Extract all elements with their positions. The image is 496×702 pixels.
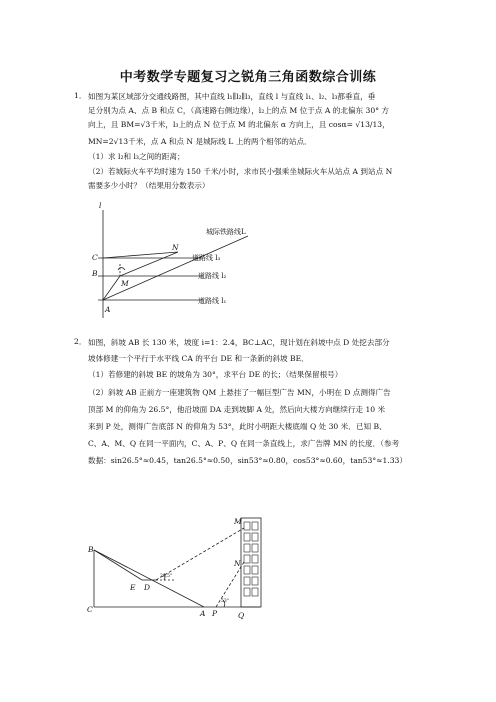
slope-AB (94, 550, 204, 607)
q2-part-2d: C、A、M、Q 在同一平面内，C、A、P、Q 在同一条直线上，求广告牌 MN 的长度．（参考 (88, 439, 400, 448)
q1-line-2: 足分别为点 A、点 B 和点 C，（高速路右侧边缘），l₂上的点 M 位于点 A 的北偏东 30° 方 (88, 106, 390, 115)
q2-line-2: 坡体修建一个平行于水平线 CA 的平台 DE 和一条新的斜坡 BE． (88, 354, 309, 363)
label-M: M (121, 279, 129, 288)
building-windows (244, 522, 258, 596)
label-Q: Q (238, 611, 245, 620)
segment-CN (103, 252, 178, 258)
q1-part-2b: 需要多少小时？（结果用分数表示） (88, 181, 210, 190)
new-slope-BE (94, 550, 142, 580)
label-D: D (144, 583, 151, 592)
q1-line-4: MN=2√13千米，点 A 和点 N 是城际线 L 上的两个相邻的站点． (88, 137, 312, 146)
q1-part-2a: （2）若城际火车平均时速为 150 千米/小时，求市民小强乘坐城际火车从站点 A 到站点 N (88, 167, 393, 176)
q2-part-2c: 来到 P 处，测得广告底部 N 的仰角为 53°，此时小明距大楼底端 Q 处 30 米．已知 B、 (88, 422, 387, 431)
label-road-l1: 道路线 l₁ (198, 297, 227, 305)
label-road-l2: 道路线 l₂ (198, 272, 227, 280)
angle-label-53: 53° (221, 599, 229, 604)
label-N: N (234, 559, 241, 568)
label-A: A (200, 609, 206, 618)
q2-part-1: （1）若修建的斜坡 BE 的坡角为 30°，求平台 DE 的长；（结果保留根号） (88, 370, 343, 379)
q2-part-2e: 数据：sin26.5°≈0.45，tan26.5°≈0.50，sin53°≈0.80，cos53°≈0.60，tan53°≈1.33） (88, 456, 407, 465)
label-C: C (92, 253, 98, 262)
label-A: A (105, 305, 111, 314)
q1-line-3: 向上，且 BM=√3千米，l₃上的点 N 位于点 M 的北偏东 α 方向上，且 cosα= √13/13， (88, 120, 390, 129)
label-M: M (234, 517, 242, 526)
q2-line-1: 如图，斜坡 AB 长 130 米，坡度 i=1：2.4，BC⊥AC，现计划在斜坡中点 D 处挖去部分 (88, 338, 390, 347)
label-N: N (172, 243, 179, 252)
label-l: l (99, 201, 102, 210)
label-B: B (92, 269, 98, 278)
figure-1-road-diagram (88, 196, 288, 324)
sightline-DM (156, 528, 244, 580)
q2-part-2b: 顶部 M 的仰角为 26.5°，他沿坡面 DA 走到坡脚 A 处，然后向大楼方向继续行走 10 米 (88, 405, 386, 414)
label-E: E (130, 583, 136, 592)
q1-part-1: （1）求 l₂和 l₃之间的距离； (88, 152, 185, 161)
page-title: 中考数学专题复习之锐角三角函数综合训练 (119, 70, 377, 85)
label-road-l3: 道路线 l₃ (192, 254, 221, 262)
label-intercity-L: 城际铁路线L (206, 228, 246, 236)
q1-number: 1． (74, 91, 87, 100)
q2-number: 2． (74, 337, 87, 346)
label-B: B (88, 545, 94, 554)
angle-mark-M (118, 268, 125, 271)
label-P: P (212, 609, 218, 618)
angle-label-26-5: 26.5° (160, 574, 173, 579)
figure-2-slope-building (84, 472, 274, 624)
label-C: C (87, 605, 93, 614)
q2-part-2a: （2）斜坡 AB 正前方一座建筑物 QM 上悬挂了一幅巨型广告 MN，小明在 D 点测得广告 (88, 388, 391, 397)
q1-line-1: 如图为某区域部分交通线路图，其中直线 l₁∥l₂∥l₃，直线 l 与直线 l₁、l₂、l₃都垂直，垂 (88, 92, 376, 101)
